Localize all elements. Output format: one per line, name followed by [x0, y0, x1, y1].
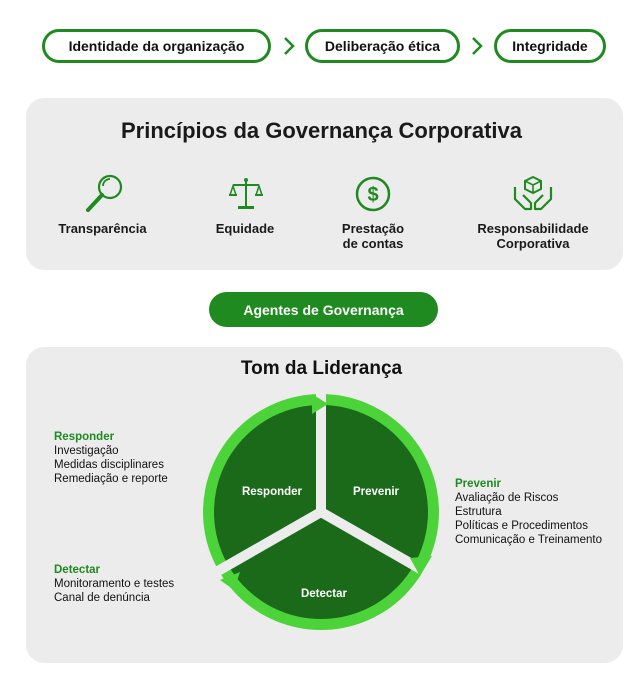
list-item: Canal de denúncia: [54, 592, 150, 604]
list-item: Medidas disciplinares: [54, 459, 164, 471]
chevron-right-icon: [469, 36, 485, 56]
hands-cube-icon: [511, 173, 555, 213]
principle-responsabilidade-label: Responsabilidade Corporativa: [477, 221, 589, 251]
list-item: Remediação e reporte: [54, 473, 168, 485]
svg-text:$: $: [367, 184, 379, 206]
flow-step-deliberacao: [305, 29, 460, 63]
detectar-list: [54, 563, 174, 605]
responder-heading: Responder: [54, 431, 115, 443]
responder-list: [54, 430, 168, 486]
prevenir-list: [455, 477, 602, 547]
list-item: Estrutura: [455, 506, 502, 518]
agents-label: Agentes de Governança: [243, 301, 404, 318]
list-item: Monitoramento e testes: [54, 578, 175, 590]
cycle-label-responder: Responder: [241, 486, 303, 498]
principles-title: Princípios da Governança Corporativa: [120, 118, 522, 143]
flow-step-label: Deliberação ética: [324, 38, 441, 54]
agents-badge: [209, 292, 438, 327]
list-item: Avaliação de Riscos: [455, 492, 559, 504]
cycle-label-prevenir: Prevenir: [352, 486, 400, 498]
flow-step-integridade: [494, 29, 606, 63]
principle-transparencia: Transparência: [58, 221, 147, 236]
prevenir-heading: Prevenir: [455, 478, 502, 490]
list-item: Investigação: [54, 445, 119, 457]
cycle-label-detectar: Detectar: [300, 588, 348, 600]
list-item: Políticas e Procedimentos: [455, 520, 588, 532]
leadership-title: Tom da Liderança: [240, 358, 403, 379]
magnifier-icon: [80, 173, 128, 215]
flow-step-identidade: [42, 29, 271, 63]
flow-step-label: Identidade da organização: [68, 38, 245, 54]
scales-icon: [226, 176, 266, 212]
list-item: Comunicação e Treinamento: [455, 534, 603, 546]
detectar-heading: Detectar: [54, 564, 101, 576]
principle-responsabilidade: [458, 221, 608, 251]
principle-prestacao-label: Prestação de contas: [341, 221, 405, 251]
dollar-coin-icon: [354, 175, 392, 213]
principle-equidade: Equidade: [215, 221, 275, 236]
flow-step-label: Integridade: [512, 38, 588, 54]
principle-prestacao: [318, 221, 428, 251]
chevron-right-icon: [281, 36, 297, 56]
cycle-diagram: [196, 386, 446, 638]
